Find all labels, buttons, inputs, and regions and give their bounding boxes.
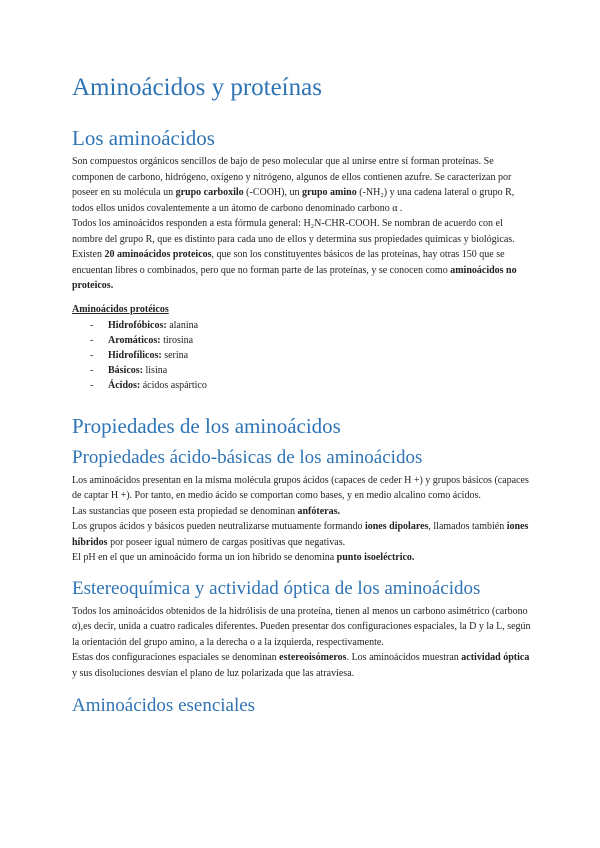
list-item-label: Aromáticos: — [108, 334, 161, 346]
bold-term: 20 aminoácidos proteicos — [104, 249, 212, 260]
list-item — [72, 333, 532, 348]
text-run: Estas dos configuraciones espaciales se denominan — [72, 652, 280, 663]
text-run: Todos los aminoácidos responden a esta fórmula general: H₂N-CHR-COOH. Se nombran de acuerdo con el nombre del grupo R, que es distinto para cada uno de ellos y determina sus propiedades químicas y biológicas. — [72, 218, 515, 245]
list-item-label: Hidrofílicos: — [108, 349, 162, 361]
list-bullet: - — [90, 349, 94, 361]
list-item-value: tirosina — [160, 334, 194, 346]
text-run: . Los aminoácidos muestran — [346, 652, 462, 663]
paragraph — [72, 473, 532, 504]
text-run: El pH en el que un aminoácido forma un ion híbrido se denomina — [72, 552, 337, 563]
bold-term: iones híbridos — [72, 521, 529, 548]
list-item-label: Básicos: — [108, 364, 143, 376]
bold-term: grupo carboxilo — [175, 187, 244, 198]
paragraph — [72, 247, 532, 294]
text-run: Existen — [72, 249, 105, 260]
paragraph — [72, 519, 532, 550]
bold-term: estereoisómeros — [279, 652, 347, 663]
paragraph — [72, 550, 532, 566]
list-item — [72, 318, 532, 333]
text-run: (-COOH), un — [243, 187, 302, 198]
text-run: , que son los constituyentes básicos de las proteínas, hay otras 150 que se encuentan libres o combinados, pero que no forman parte de las proteínas, y se conocen como — [72, 249, 505, 276]
list-item — [72, 363, 532, 378]
text-run: Los aminoácidos presentan en la misma molécula grupos ácidos (capaces de ceder H +) y grupos básicos (capaces de captar H +). Por tanto, en medio ácido se comportan como bases, y en medio alcalino como ácidos. — [72, 474, 529, 501]
list-item-value: alanina — [166, 319, 199, 331]
list-item-value: lisina — [143, 364, 168, 376]
paragraph — [72, 154, 532, 216]
paragraph — [72, 216, 532, 247]
bold-term: anfóteras. — [297, 505, 340, 517]
text-run: por poseer igual número de cargas positivas que negativas. — [107, 536, 346, 548]
text-run: Son compuestos orgánicos sencillos de bajo de peso molecular que al unirse entre sí forman proteínas. Se componen de carbono, hidrógeno, oxígeno y nitrógeno, algunos de ellos contienen azufre. Se caracterizan por poseer en su molécula un — [72, 156, 512, 198]
section-heading-propiedades: Propiedades de los aminoácidos — [72, 413, 341, 438]
text-run: y sus disoluciones desvían el plano de luz polarizada que las atraviesa. — [72, 667, 355, 679]
text-run: Todos los aminoácidos obtenidos de la hidrólisis de una proteína, tienen al menos un carbono asimétrico (carbono α),es decir, unida a cuatro radicales diferentes. Pueden presentar dos configuraciones espaciales, la D y la L, según la orientación del grupo amino, a la derecha o a la izquierda, respectivamente. — [72, 605, 531, 648]
list-item — [72, 348, 532, 363]
text-run: , llamados también — [428, 521, 507, 532]
list-item-label: Hidrofóbicos: — [108, 319, 167, 331]
list-bullet: - — [90, 319, 94, 331]
list-bullet: - — [90, 334, 94, 346]
list-item-value: serina — [161, 349, 189, 361]
document-title: Aminoácidos y proteínas — [72, 74, 322, 101]
text-run: Las sustancias que poseen esta propiedad se denominan — [72, 505, 298, 517]
bold-term: grupo amino — [301, 187, 357, 198]
list-item-label: Ácidos: — [108, 379, 141, 391]
text-run: Los grupos ácidos y básicos pueden neutralizarse mutuamente formando — [72, 521, 365, 532]
bold-term: punto isoeléctrico. — [336, 552, 415, 563]
list-title: Aminoácidos protéicos — [72, 303, 169, 315]
list-item — [72, 378, 532, 393]
bold-term: iones dipolares — [364, 521, 429, 532]
document-body — [72, 72, 532, 721]
paragraph — [72, 604, 532, 651]
subsection-heading-acido-basicas: Propiedades ácido-básicas de los aminoácidos — [72, 446, 423, 468]
list-item-value: ácidos aspártico — [140, 379, 207, 391]
section-heading-aminoacidos: Los aminoácidos — [72, 126, 215, 150]
list-bullet: - — [90, 379, 94, 391]
text-run: (-NH₂) y una cadena lateral o grupo R, todos ellos unidos covalentemente a un átomo de carbono denominado carbono α . — [72, 187, 515, 214]
bold-term: actividad óptica — [461, 652, 530, 663]
subsection-heading-esenciales: Aminoácidos esenciales — [72, 695, 256, 716]
list-bullet: - — [90, 364, 94, 376]
bold-term: aminoácidos no proteicos. — [72, 264, 517, 291]
subsection-heading-estereoquimica: Estereoquímica y actividad óptica de los aminoácidos — [72, 577, 481, 599]
paragraph — [72, 650, 532, 681]
paragraph — [72, 504, 532, 520]
amino-acid-list — [72, 318, 532, 393]
